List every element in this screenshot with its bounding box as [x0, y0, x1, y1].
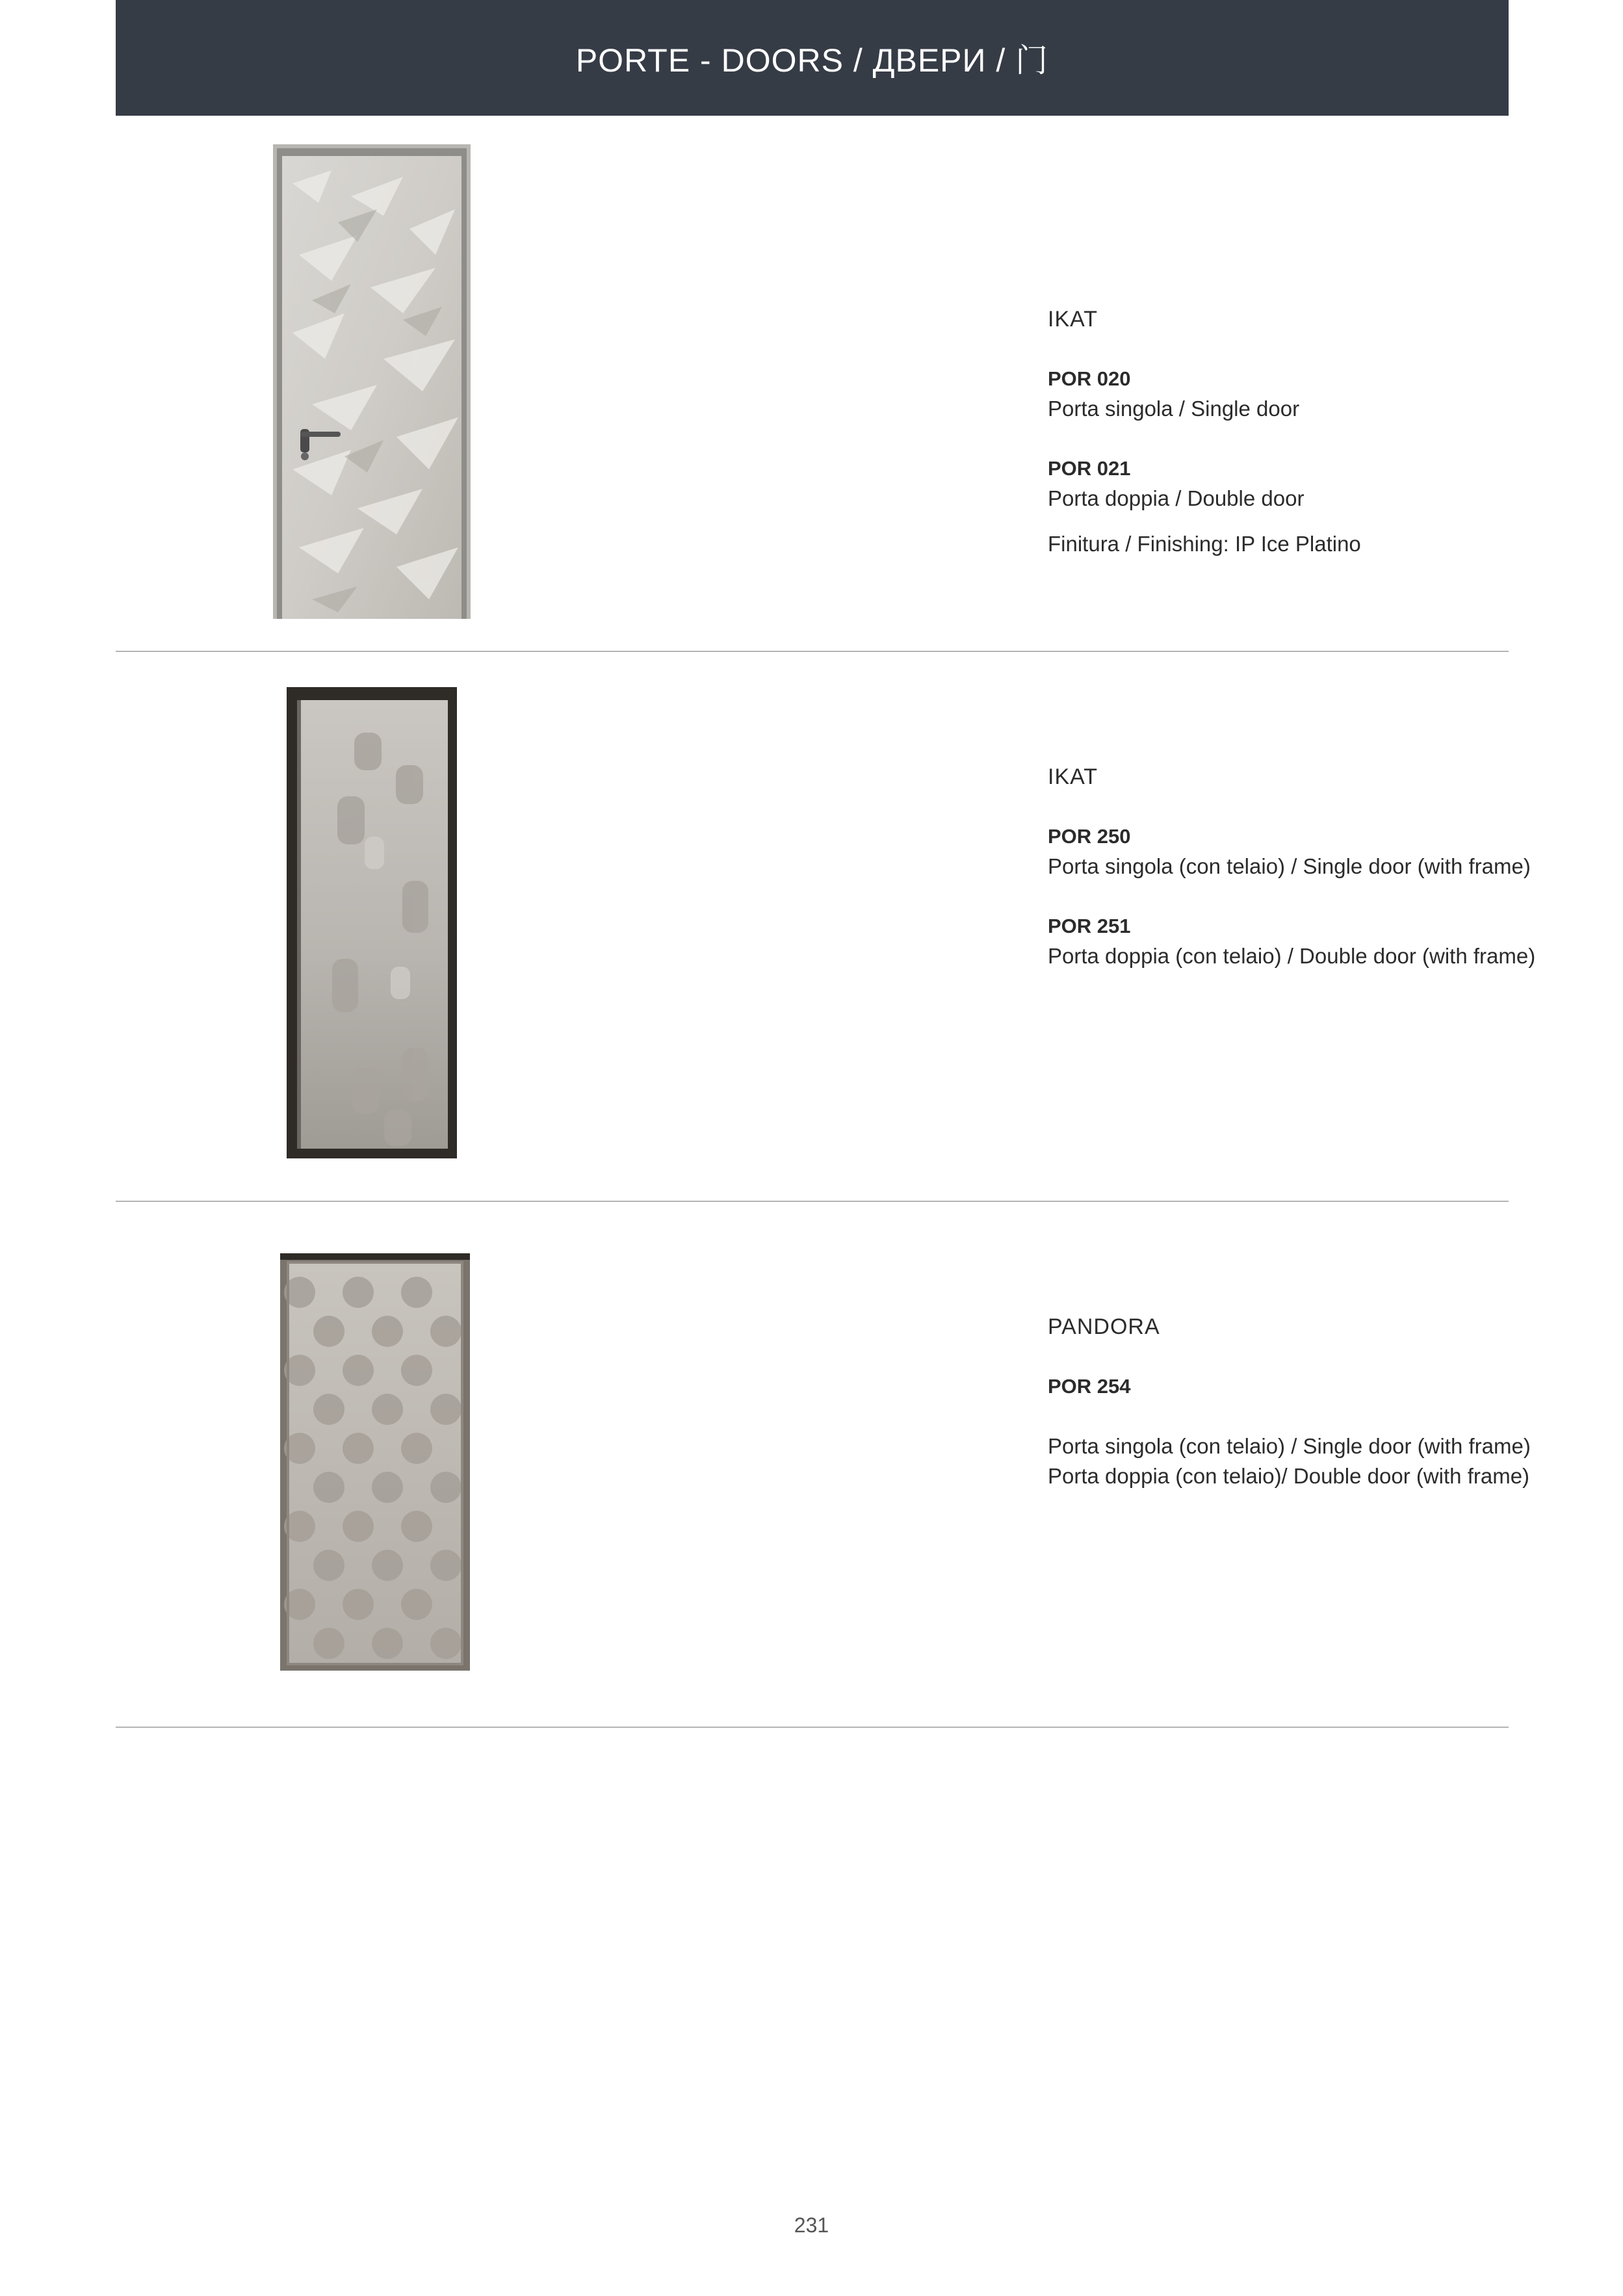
page-header: [116, 0, 1509, 116]
product-description: Porta singola / Single door: [1048, 397, 1300, 421]
product-name: PANDORA: [1048, 1314, 1160, 1339]
product-code: POR 021: [1048, 457, 1131, 480]
product-info-ikat-2: [1048, 762, 1542, 971]
product-code: POR 250: [1048, 825, 1131, 848]
product-info-pandora: [1048, 1312, 1542, 1491]
product-code: POR 254: [1048, 1375, 1131, 1398]
product-code: POR 251: [1048, 915, 1131, 937]
product-name: IKAT: [1048, 764, 1098, 789]
page-title: PORTE - DOORS / ДВЕРИ / 门: [575, 42, 1049, 79]
section-divider: [116, 1727, 1509, 1728]
ikat-framed-door-image: [287, 687, 457, 1158]
product-code: POR 020: [1048, 367, 1131, 390]
product-name: IKAT: [1048, 307, 1098, 332]
product-info-ikat-1: [1048, 304, 1542, 559]
section-divider: [116, 1201, 1509, 1202]
product-description: Porta doppia / Double door: [1048, 486, 1305, 510]
product-finishing: Finitura / Finishing: IP Ice Platino: [1048, 532, 1361, 556]
ikat-door-image: [273, 144, 471, 619]
product-description: Porta singola (con telaio) / Single door (with frame): [1048, 854, 1531, 878]
page-number: 231: [794, 2213, 829, 2237]
product-description: Porta singola (con telaio) / Single door (with frame): [1048, 1434, 1531, 1458]
section-divider: [116, 651, 1509, 652]
product-description: Porta doppia (con telaio)/ Double door (with frame): [1048, 1464, 1530, 1488]
pandora-door-image: [280, 1253, 470, 1671]
product-description: Porta doppia (con telaio) / Double door (with frame): [1048, 944, 1536, 968]
